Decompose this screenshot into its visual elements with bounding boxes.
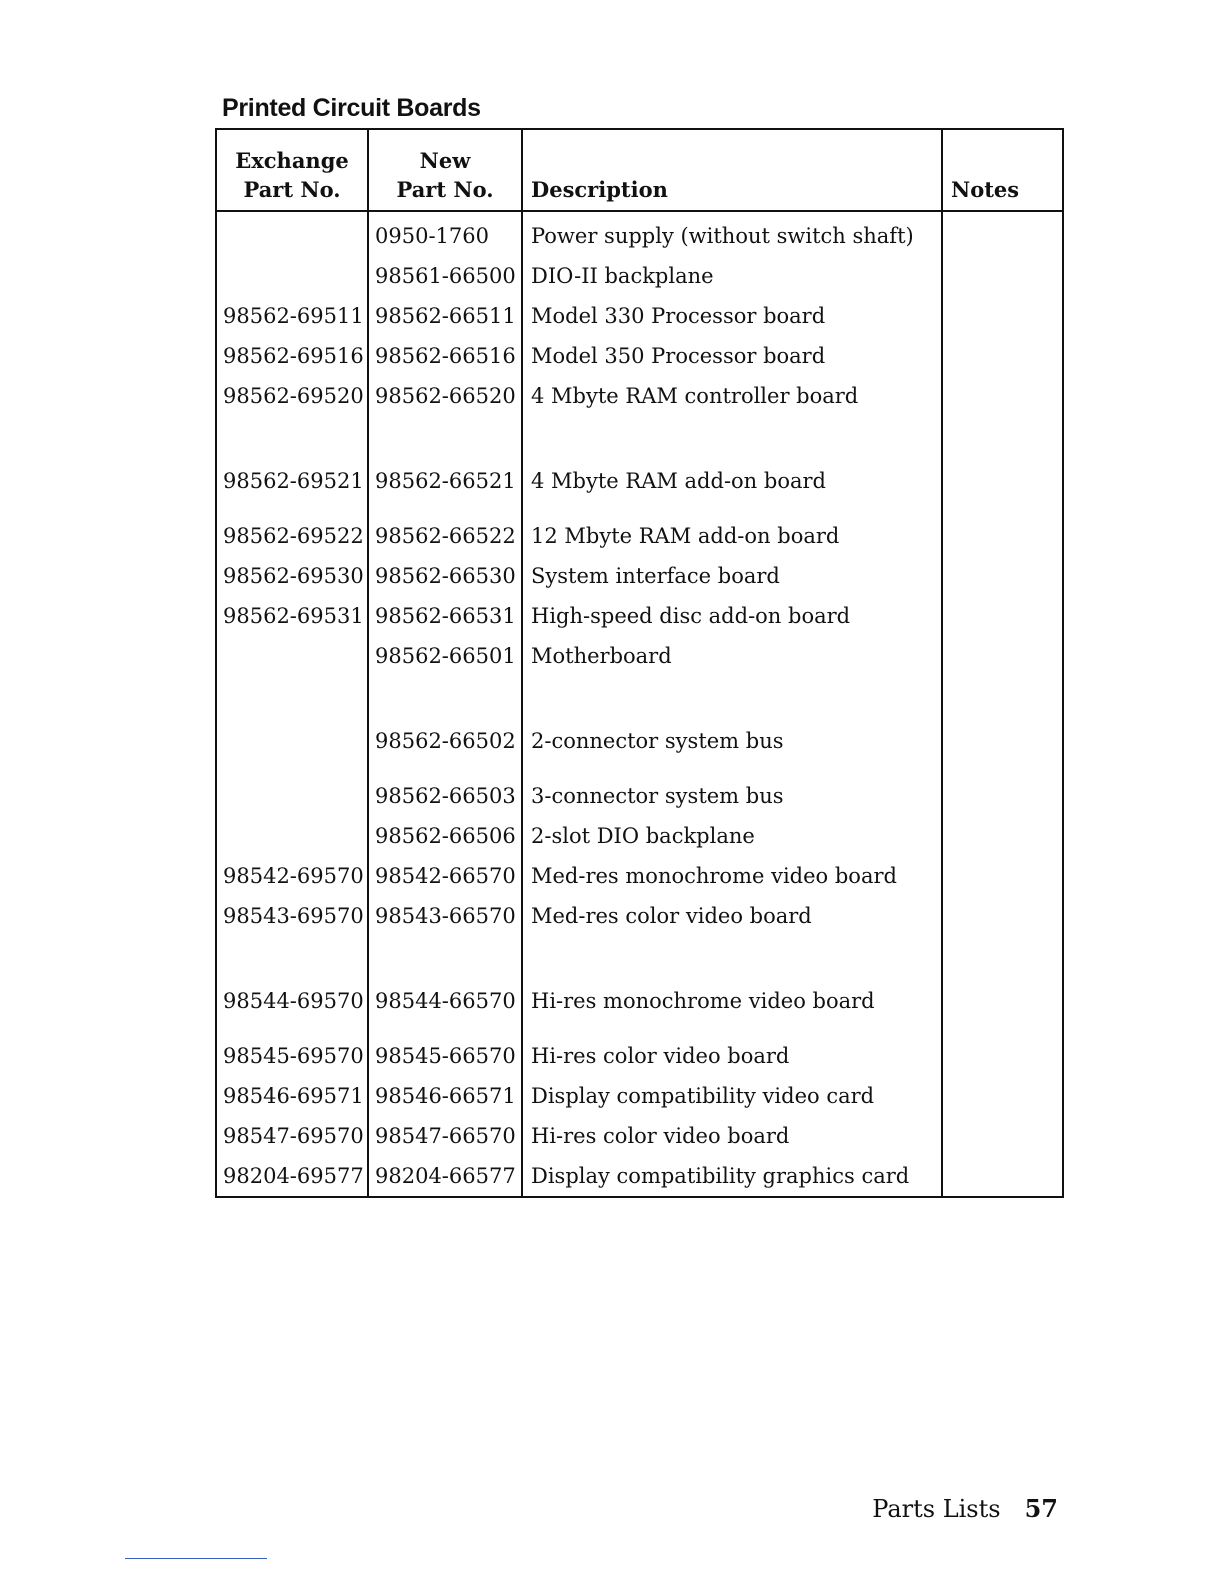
cell-exchange-part-no xyxy=(216,636,368,676)
table-row xyxy=(216,376,1063,416)
cell-description: 4 Mbyte RAM controller board xyxy=(522,376,942,416)
table-row xyxy=(216,636,1063,676)
cell-new-part-no: 98562-66503 xyxy=(368,776,522,816)
cell-notes xyxy=(942,816,1063,856)
cell-new-part-no: 98204-66577 xyxy=(368,1156,522,1197)
header-notes: Notes xyxy=(942,129,1063,211)
table-row xyxy=(216,596,1063,636)
cell-exchange-part-no xyxy=(216,211,368,256)
cell-exchange-part-no: 98562-69522 xyxy=(216,516,368,556)
header-exchange-line2: Part No. xyxy=(243,177,341,202)
table-row xyxy=(216,416,1063,516)
cell-new-part-no: 98562-66506 xyxy=(368,816,522,856)
table-row xyxy=(216,296,1063,336)
cell-description: 2-slot DIO backplane xyxy=(522,816,942,856)
cell-new-part-no: 98562-66520 xyxy=(368,376,522,416)
cell-exchange-part-no: 98544-69570 xyxy=(216,936,368,1036)
cell-description: Hi-res monochrome video board xyxy=(522,936,942,1036)
cell-exchange-part-no: 98543-69570 xyxy=(216,896,368,936)
table-row xyxy=(216,776,1063,816)
cell-description: System interface board xyxy=(522,556,942,596)
cell-exchange-part-no: 98546-69571 xyxy=(216,1076,368,1116)
cell-notes xyxy=(942,596,1063,636)
table-row xyxy=(216,516,1063,556)
cell-exchange-part-no: 98562-69531 xyxy=(216,596,368,636)
cell-exchange-part-no xyxy=(216,676,368,776)
table-row xyxy=(216,211,1063,256)
cell-new-part-no: 98562-66531 xyxy=(368,596,522,636)
cell-notes xyxy=(942,256,1063,296)
cell-new-part-no: 98562-66521 xyxy=(368,416,522,516)
cell-description: 4 Mbyte RAM add-on board xyxy=(522,416,942,516)
cell-exchange-part-no: 98545-69570 xyxy=(216,1036,368,1076)
cell-notes xyxy=(942,676,1063,776)
cell-notes xyxy=(942,1116,1063,1156)
header-exchange-part-no xyxy=(216,129,368,211)
header-description: Description xyxy=(522,129,942,211)
cell-notes xyxy=(942,416,1063,516)
header-row xyxy=(216,129,1063,211)
page-number: 57 xyxy=(1024,1494,1058,1523)
cell-new-part-no: 98562-66516 xyxy=(368,336,522,376)
cell-new-part-no: 98562-66502 xyxy=(368,676,522,776)
cell-new-part-no: 98562-66511 xyxy=(368,296,522,336)
footer-rule xyxy=(125,1558,267,1559)
table-row xyxy=(216,676,1063,776)
cell-notes xyxy=(942,1156,1063,1197)
header-new-line1: New xyxy=(419,148,471,173)
page-footer xyxy=(872,1494,1058,1523)
table-row xyxy=(216,1156,1063,1197)
cell-exchange-part-no xyxy=(216,256,368,296)
cell-notes xyxy=(942,776,1063,816)
cell-exchange-part-no: 98562-69520 xyxy=(216,376,368,416)
cell-description: DIO-II backplane xyxy=(522,256,942,296)
cell-notes xyxy=(942,856,1063,896)
header-new-line2: Part No. xyxy=(396,177,494,202)
table-row xyxy=(216,256,1063,296)
cell-new-part-no: 98562-66530 xyxy=(368,556,522,596)
parts-table xyxy=(215,128,1064,1198)
cell-notes xyxy=(942,936,1063,1036)
cell-notes xyxy=(942,336,1063,376)
cell-new-part-no: 98561-66500 xyxy=(368,256,522,296)
cell-new-part-no: 98545-66570 xyxy=(368,1036,522,1076)
cell-notes xyxy=(942,1036,1063,1076)
cell-description: 2-connector system bus xyxy=(522,676,942,776)
cell-notes xyxy=(942,896,1063,936)
cell-new-part-no: 98562-66501 xyxy=(368,636,522,676)
table-row xyxy=(216,1116,1063,1156)
table-header xyxy=(216,129,1063,211)
cell-new-part-no: 98544-66570 xyxy=(368,936,522,1036)
cell-exchange-part-no: 98542-69570 xyxy=(216,856,368,896)
cell-description: 12 Mbyte RAM add-on board xyxy=(522,516,942,556)
cell-notes xyxy=(942,376,1063,416)
cell-description: Display compatibility video card xyxy=(522,1076,942,1116)
footer-section-name: Parts Lists xyxy=(872,1495,1001,1523)
cell-description: Model 330 Processor board xyxy=(522,296,942,336)
cell-notes xyxy=(942,516,1063,556)
table-body xyxy=(216,211,1063,1197)
cell-notes xyxy=(942,1076,1063,1116)
cell-new-part-no: 98542-66570 xyxy=(368,856,522,896)
cell-notes xyxy=(942,556,1063,596)
cell-description: Med-res color video board xyxy=(522,896,942,936)
cell-description: Hi-res color video board xyxy=(522,1036,942,1076)
cell-exchange-part-no: 98204-69577 xyxy=(216,1156,368,1197)
cell-new-part-no: 98547-66570 xyxy=(368,1116,522,1156)
table-row xyxy=(216,896,1063,936)
cell-description: Motherboard xyxy=(522,636,942,676)
cell-notes xyxy=(942,636,1063,676)
cell-new-part-no: 0950-1760 xyxy=(368,211,522,256)
table-row xyxy=(216,936,1063,1036)
cell-exchange-part-no: 98562-69511 xyxy=(216,296,368,336)
section-title: Printed Circuit Boards xyxy=(222,94,481,122)
table-row xyxy=(216,1036,1063,1076)
cell-exchange-part-no: 98562-69530 xyxy=(216,556,368,596)
cell-exchange-part-no: 98562-69516 xyxy=(216,336,368,376)
cell-exchange-part-no xyxy=(216,816,368,856)
header-new-part-no xyxy=(368,129,522,211)
cell-description: Med-res monochrome video board xyxy=(522,856,942,896)
cell-description: Hi-res color video board xyxy=(522,1116,942,1156)
cell-description: Model 350 Processor board xyxy=(522,336,942,376)
cell-new-part-no: 98562-66522 xyxy=(368,516,522,556)
cell-exchange-part-no: 98562-69521 xyxy=(216,416,368,516)
cell-exchange-part-no: 98547-69570 xyxy=(216,1116,368,1156)
header-exchange-line1: Exchange xyxy=(235,148,349,173)
cell-description: Display compatibility graphics card xyxy=(522,1156,942,1197)
table-row xyxy=(216,856,1063,896)
cell-description: Power supply (without switch shaft) xyxy=(522,211,942,256)
cell-description: 3-connector system bus xyxy=(522,776,942,816)
cell-new-part-no: 98546-66571 xyxy=(368,1076,522,1116)
cell-notes xyxy=(942,296,1063,336)
table-row xyxy=(216,336,1063,376)
table-row xyxy=(216,816,1063,856)
cell-exchange-part-no xyxy=(216,776,368,816)
cell-description: High-speed disc add-on board xyxy=(522,596,942,636)
cell-new-part-no: 98543-66570 xyxy=(368,896,522,936)
table-row xyxy=(216,556,1063,596)
cell-notes xyxy=(942,211,1063,256)
table-row xyxy=(216,1076,1063,1116)
